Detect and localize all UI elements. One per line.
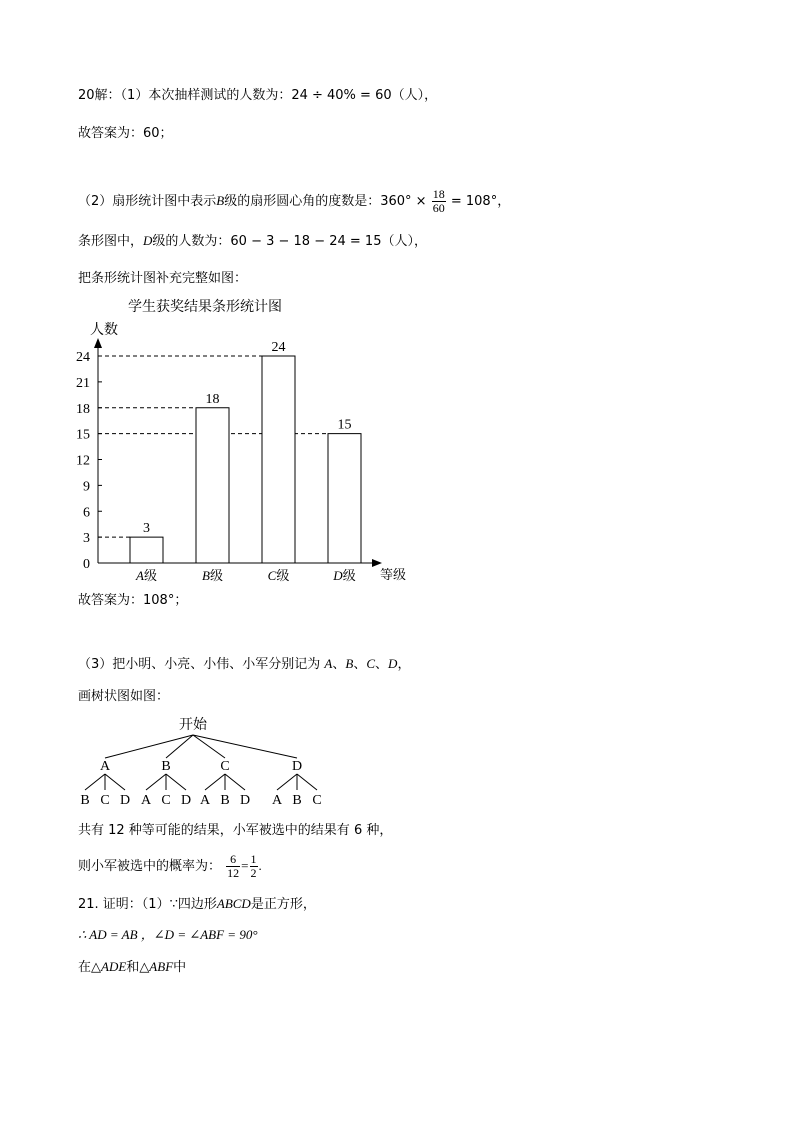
q20-part2-d-grade: D [143,233,153,248]
q20-part2-suffix: = 108°， [450,194,511,209]
bar-chart [60,290,460,590]
tree-edge [225,774,245,790]
q20-part3-total: 共有 12 种等可能的结果，小军被选中的结果有 6 种， [78,823,393,838]
tree-diagram [70,712,370,812]
sep-4: ， [397,657,411,672]
bar-value-label: 18 [205,391,220,407]
q21-line3-and: 和 [126,960,140,975]
y-tick-label: 21 [76,375,90,391]
tree-edge [277,774,297,790]
q21-line2: ∴ AD = AB ，∠D = ∠ABF = 90° [78,927,258,942]
tree-branch-node: A [99,759,111,774]
bar [196,408,229,563]
q20-part1: 20解：（1）本次抽样测试的人数为：24 ÷ 40% = 60（人）， [78,88,438,103]
tree-edge [146,774,166,790]
fraction-numerator: 6 [226,853,240,867]
x-tick-label: A级 [136,568,157,584]
chart-title: 学生获奖结果条形统计图 [128,299,282,315]
fraction-denominator: 60 [432,201,445,215]
q20-part3-tree-label: 画树状图如图： [78,689,170,704]
because-symbol: ∵ [169,896,178,911]
tree-leaf-node: C [161,793,171,808]
fraction-denominator: 2 [250,866,257,880]
fraction-denominator: 12 [227,866,240,880]
sep-2: 、 [353,657,367,672]
q20-part2-d-line [78,232,427,251]
q21-line1-prefix: 21. 证明：（1） [78,897,170,912]
q20-part2-d-suffix: 级的人数为：60 − 3 − 18 − 24 = 15（人）， [152,234,427,249]
bar-value-label: 3 [143,521,150,537]
y-tick-label: 15 [76,427,90,443]
period: . [258,858,262,873]
y-tick-label: 9 [83,479,90,495]
q20-part3-line [78,655,410,674]
var-d: D [388,656,398,671]
fraction-numerator: 1 [250,852,257,866]
shape-abcd: ABCD [216,896,251,911]
tree-branch-node: D [291,759,303,774]
tree-edge [105,774,125,790]
tree-edge [166,774,186,790]
q20-part2-prefix: （2）扇形统计图中表示 [78,194,217,209]
x-axis-arrow [372,559,382,567]
tree-leaf-node: B [80,793,90,808]
tree-leaf-node: D [239,793,251,808]
y-tick-label: 6 [83,505,90,521]
tree-root: 开始 [179,717,207,733]
tree-leaf-node: D [119,793,131,808]
q20-part3-prefix: （3）把小明、小亮、小伟、小军分别记为 [78,657,321,672]
bar [328,434,361,563]
tree-leaf-node: A [271,793,283,808]
q20-part2-line [78,188,510,215]
q20-part1-answer: 故答案为：60； [78,126,173,141]
sep-1: 、 [332,657,346,672]
q21-line1 [78,895,316,914]
equals-sign: = [241,858,249,873]
y-axis-arrow [94,338,102,348]
q21-line3 [78,958,186,977]
q21-line1-suffix: 是正方形， [250,897,316,912]
q20-part2-grade: B [216,193,225,208]
q21-line3-suffix: 中 [173,960,187,975]
x-axis-label: 等级 [379,568,407,583]
tree-leaf-node: B [220,793,230,808]
q20-part2-fraction [432,188,446,215]
tree-edge [205,774,225,790]
y-tick-label: 3 [83,531,90,547]
var-c: C [366,656,376,671]
bar [262,356,295,563]
x-tick-label: B级 [202,568,223,584]
y-tick-label: 0 [83,557,90,572]
q21-line3-prefix: 在 [78,960,92,975]
bar-value-label: 15 [337,417,352,433]
tree-edge [85,774,105,790]
q21-line1-mid: 四边形 [177,897,217,912]
prob-fraction-1 [226,853,240,880]
q20-part2-mid: 级的扇形圆心角的度数是：360° × [224,194,427,209]
prob-fraction-2 [250,853,258,880]
q20-part2-d-prefix: 条形图中， [78,234,144,249]
q20-part2-answer: 故答案为：108°； [78,593,188,608]
x-tick-label: C级 [267,568,290,584]
bar [130,537,163,563]
y-tick-label: 24 [76,350,90,365]
bar-value-label: 24 [271,340,286,355]
tree-branch-node: C [220,759,230,774]
q20-part3-prob-prefix: 则小军被选中的概率为： [78,859,222,874]
fraction-numerator: 18 [432,187,445,201]
y-tick-label: 12 [76,453,90,469]
tree-leaf-node: B [292,793,302,808]
var-a: A [324,656,333,671]
tree-branch-node: B [161,759,171,774]
x-tick-label: D级 [333,568,356,584]
tree-edge [297,774,317,790]
sep-3: 、 [375,657,389,672]
var-b: B [345,656,354,671]
q20-part2-complete: 把条形统计图补充完整如图： [78,271,248,286]
q20-part3-prob-line [78,853,262,880]
triangle-abf: △ABF [139,959,174,974]
tree-leaf-node: C [312,793,322,808]
y-axis-label: 人数 [90,322,118,338]
tree-leaf-node: C [100,793,110,808]
tree-leaf-node: A [199,793,211,808]
y-tick-label: 18 [76,401,90,417]
tree-leaf-node: D [180,793,192,808]
tree-leaf-node: A [140,793,152,808]
triangle-ade: △ADE [91,959,127,974]
